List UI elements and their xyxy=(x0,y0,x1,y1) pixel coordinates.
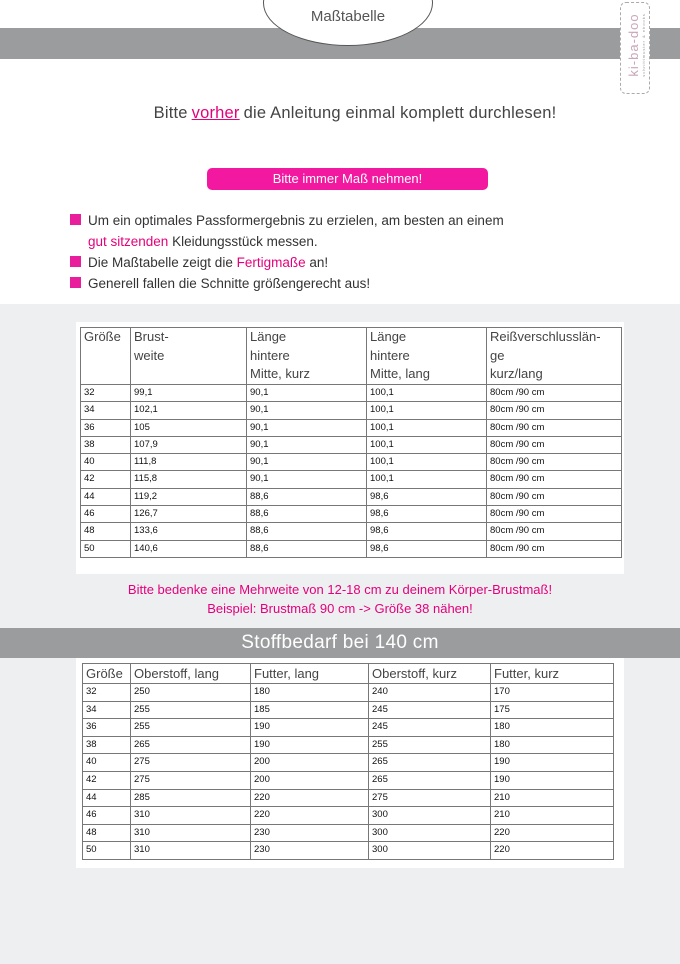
table-row xyxy=(81,506,622,523)
table-row xyxy=(81,454,622,471)
table-row xyxy=(81,385,622,402)
table-cell: 36 xyxy=(83,719,131,737)
table-row xyxy=(81,471,622,488)
table-cell: 98,6 xyxy=(367,488,487,505)
table-cell: 98,6 xyxy=(367,506,487,523)
table-cell: 190 xyxy=(251,719,369,737)
table-cell: 140,6 xyxy=(131,540,247,557)
table-cell: 42 xyxy=(83,771,131,789)
table-cell: 34 xyxy=(81,402,131,419)
table-cell: 90,1 xyxy=(247,454,367,471)
table-cell: 90,1 xyxy=(247,436,367,453)
table-cell: 210 xyxy=(491,789,614,807)
page-title: Maßtabelle xyxy=(310,8,386,25)
table-cell: 42 xyxy=(81,471,131,488)
table-cell: 265 xyxy=(369,771,491,789)
ease-note-line2: Beispiel: Brustmaß 90 cm -> Größe 38 nähen! xyxy=(207,601,473,616)
table-cell: 88,6 xyxy=(247,523,367,540)
table-cell: 200 xyxy=(251,771,369,789)
table-cell: 285 xyxy=(131,789,251,807)
table-cell: 48 xyxy=(83,824,131,842)
table-cell: 111,8 xyxy=(131,454,247,471)
table-cell: 44 xyxy=(81,488,131,505)
table-row xyxy=(81,436,622,453)
table-cell: 180 xyxy=(491,719,614,737)
table-cell: 105 xyxy=(131,419,247,436)
table-cell: 100,1 xyxy=(367,454,487,471)
table-cell: 80cm /90 cm xyxy=(487,402,622,419)
table-cell: 80cm /90 cm xyxy=(487,506,622,523)
table-cell: 245 xyxy=(369,719,491,737)
table-row xyxy=(83,701,614,719)
table-cell: 88,6 xyxy=(247,506,367,523)
table-cell: 80cm /90 cm xyxy=(487,385,622,402)
size-column-header: Länge hintere Mitte, lang xyxy=(367,328,487,385)
table-cell: 115,8 xyxy=(131,471,247,488)
table-cell: 250 xyxy=(131,684,251,702)
ease-note xyxy=(0,580,680,618)
table-cell: 102,1 xyxy=(131,402,247,419)
table-row xyxy=(83,842,614,860)
table-cell: 100,1 xyxy=(367,471,487,488)
list-item: Generell fallen die Schnitte größengerecht aus! xyxy=(70,273,630,294)
table-cell: 300 xyxy=(369,807,491,825)
read-note-start: Bitte xyxy=(153,104,188,122)
table-cell: 100,1 xyxy=(367,419,487,436)
table-row xyxy=(81,402,622,419)
table-cell: 107,9 xyxy=(131,436,247,453)
table-cell: 175 xyxy=(491,701,614,719)
table-cell: 310 xyxy=(131,807,251,825)
measure-pill: Bitte immer Maß nehmen! xyxy=(207,168,488,190)
table-cell: 210 xyxy=(491,807,614,825)
read-note-highlight: vorher xyxy=(191,104,240,122)
fabric-column-header: Größe xyxy=(83,664,131,684)
table-cell: 230 xyxy=(251,824,369,842)
size-column-header: Brust- weite xyxy=(131,328,247,385)
table-cell: 36 xyxy=(81,419,131,436)
fabric-column-header: Oberstoff, lang xyxy=(131,664,251,684)
bullet-square-icon xyxy=(70,214,81,225)
table-cell: 133,6 xyxy=(131,523,247,540)
table-cell: 220 xyxy=(491,824,614,842)
table-row xyxy=(83,736,614,754)
table-cell: 46 xyxy=(83,807,131,825)
table-row xyxy=(81,488,622,505)
fabric-table xyxy=(82,663,614,860)
table-cell: 80cm /90 cm xyxy=(487,419,622,436)
table-cell: 88,6 xyxy=(247,488,367,505)
list-item: Um ein optimales Passformergebnis zu erzielen, am besten an einem gut sitzenden Kleidungsstück messen. xyxy=(70,210,630,252)
table-cell: 46 xyxy=(81,506,131,523)
table-cell: 255 xyxy=(369,736,491,754)
table-cell: 100,1 xyxy=(367,385,487,402)
table-cell: 80cm /90 cm xyxy=(487,488,622,505)
table-row xyxy=(83,771,614,789)
table-cell: 185 xyxy=(251,701,369,719)
bullet-square-icon xyxy=(70,277,81,288)
table-cell: 34 xyxy=(83,701,131,719)
ease-note-line1: Bitte bedenke eine Mehrweite von 12-18 cm zu deinem Körper-Brustmaß! xyxy=(127,582,553,597)
table-cell: 40 xyxy=(83,754,131,772)
list-item: Die Maßtabelle zeigt die Fertigmaße an! xyxy=(70,252,630,273)
table-cell: 170 xyxy=(491,684,614,702)
table-cell: 255 xyxy=(131,719,251,737)
table-cell: 190 xyxy=(491,771,614,789)
table-row xyxy=(83,789,614,807)
logo-wordmark: ki-ba-doo xyxy=(626,13,641,77)
table-row xyxy=(81,523,622,540)
logo-tagline: schnittmuster & ebooks xyxy=(641,13,646,77)
table-row xyxy=(83,684,614,702)
table-cell: 38 xyxy=(81,436,131,453)
table-cell: 32 xyxy=(81,385,131,402)
table-row xyxy=(83,719,614,737)
size-column-header: Größe xyxy=(81,328,131,385)
table-cell: 44 xyxy=(83,789,131,807)
brand-logo xyxy=(620,2,650,94)
table-cell: 180 xyxy=(251,684,369,702)
table-cell: 310 xyxy=(131,824,251,842)
table-cell: 90,1 xyxy=(247,402,367,419)
table-cell: 126,7 xyxy=(131,506,247,523)
table-cell: 90,1 xyxy=(247,419,367,436)
table-cell: 40 xyxy=(81,454,131,471)
table-cell: 80cm /90 cm xyxy=(487,540,622,557)
table-cell: 310 xyxy=(131,842,251,860)
fabric-column-header: Futter, kurz xyxy=(491,664,614,684)
table-row xyxy=(83,824,614,842)
table-cell: 220 xyxy=(251,789,369,807)
table-cell: 99,1 xyxy=(131,385,247,402)
tips-list xyxy=(70,210,630,294)
table-cell: 80cm /90 cm xyxy=(487,471,622,488)
table-cell: 265 xyxy=(131,736,251,754)
size-table xyxy=(80,327,622,558)
table-cell: 90,1 xyxy=(247,471,367,488)
table-row xyxy=(83,754,614,772)
table-cell: 50 xyxy=(81,540,131,557)
table-cell: 240 xyxy=(369,684,491,702)
table-cell: 80cm /90 cm xyxy=(487,436,622,453)
size-column-header: Reißverschlusslän- ge kurz/lang xyxy=(487,328,622,385)
table-cell: 38 xyxy=(83,736,131,754)
table-cell: 190 xyxy=(251,736,369,754)
size-column-header: Länge hintere Mitte, kurz xyxy=(247,328,367,385)
table-cell: 80cm /90 cm xyxy=(487,454,622,471)
table-cell: 32 xyxy=(83,684,131,702)
table-cell: 88,6 xyxy=(247,540,367,557)
bullet-square-icon xyxy=(70,256,81,267)
table-cell: 180 xyxy=(491,736,614,754)
fabric-section-title: Stoffbedarf bei 140 cm xyxy=(0,628,680,658)
table-cell: 190 xyxy=(491,754,614,772)
table-cell: 220 xyxy=(491,842,614,860)
table-cell: 230 xyxy=(251,842,369,860)
table-cell: 220 xyxy=(251,807,369,825)
fabric-column-header: Oberstoff, kurz xyxy=(369,664,491,684)
table-row xyxy=(81,540,622,557)
table-cell: 200 xyxy=(251,754,369,772)
table-cell: 300 xyxy=(369,842,491,860)
table-cell: 80cm /90 cm xyxy=(487,523,622,540)
table-row xyxy=(81,419,622,436)
table-row xyxy=(83,807,614,825)
table-cell: 275 xyxy=(369,789,491,807)
table-cell: 300 xyxy=(369,824,491,842)
table-cell: 98,6 xyxy=(367,540,487,557)
table-cell: 48 xyxy=(81,523,131,540)
table-cell: 275 xyxy=(131,754,251,772)
read-note-end: die Anleitung einmal komplett durchlesen! xyxy=(243,104,557,122)
table-cell: 245 xyxy=(369,701,491,719)
table-cell: 100,1 xyxy=(367,436,487,453)
read-instructions-note xyxy=(0,104,680,123)
table-cell: 100,1 xyxy=(367,402,487,419)
table-cell: 265 xyxy=(369,754,491,772)
table-cell: 119,2 xyxy=(131,488,247,505)
table-cell: 50 xyxy=(83,842,131,860)
table-cell: 275 xyxy=(131,771,251,789)
table-cell: 98,6 xyxy=(367,523,487,540)
fabric-column-header: Futter, lang xyxy=(251,664,369,684)
table-cell: 90,1 xyxy=(247,385,367,402)
table-cell: 255 xyxy=(131,701,251,719)
